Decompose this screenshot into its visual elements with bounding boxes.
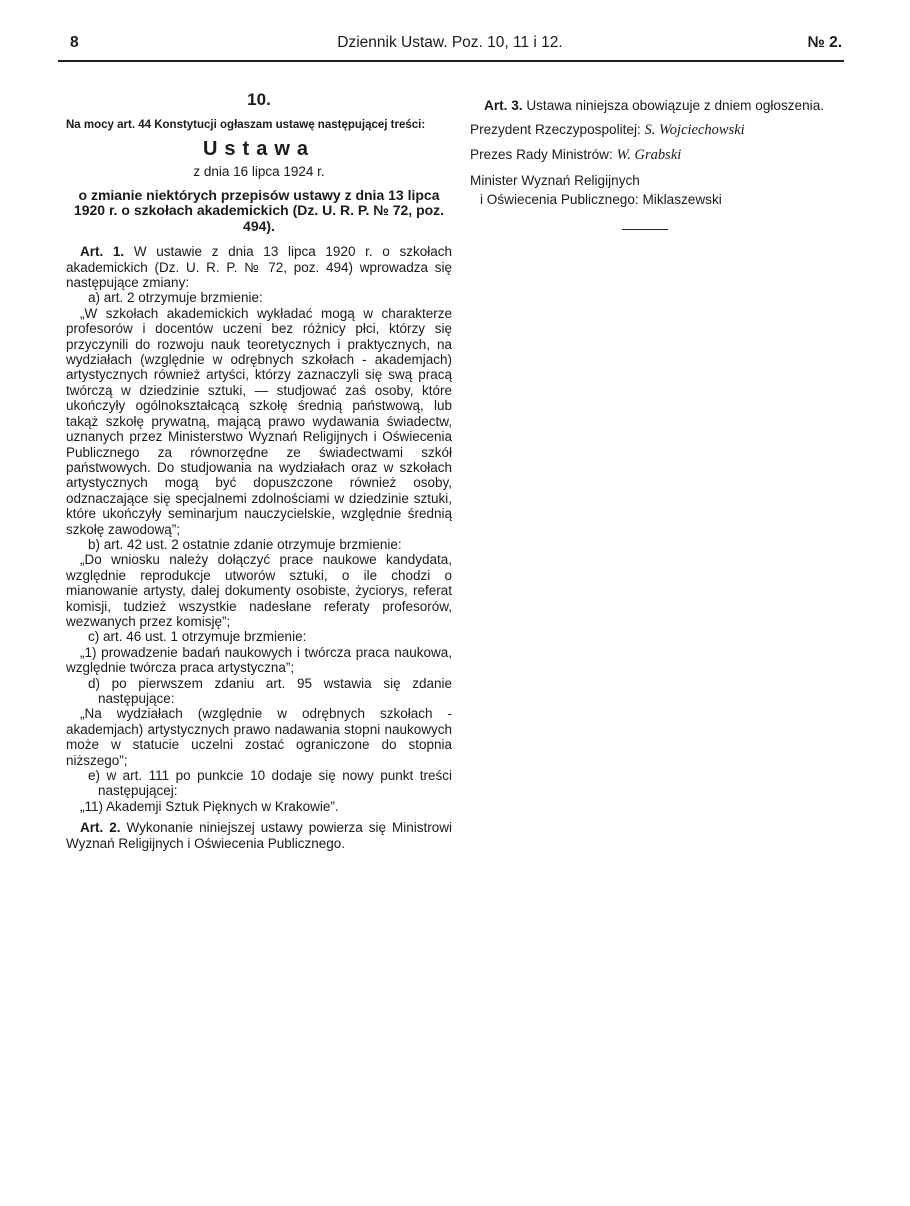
article-3-label: Art. 3. [484,98,523,113]
change-d-intro: d) po pierwszem zdaniu art. 95 wstawia się zdanie następujące: [88,675,452,706]
left-column [66,92,452,851]
running-header [58,34,842,58]
change-e-text: „11) Akademji Sztuk Pięknych w Krakowie”. [80,798,339,814]
issue-number: № 2. [807,34,842,51]
signature-minister [470,190,854,209]
right-column [470,96,854,230]
prime-minister-name: W. Grabski [616,147,682,164]
article-1-text: W ustawie z dnia 13 lipca 1920 r. o szkołach akademickich (Dz. U. R. P. № 72, poz. 494) wprowadza się następujące zmiany: [66,244,452,291]
article-3-text: Ustawa niniejsza obowiązuje z dniem ogłoszenia. [526,98,825,113]
change-b-intro: b) art. 42 ust. 2 ostatnie zdanie otrzymuje brzmienie: [88,536,402,552]
president-role: Prezydent Rzeczypospolitej: [470,122,641,138]
minister-role-line-2: i Oświecenia Publicznego: [480,191,639,207]
article-2 [66,820,452,851]
change-a-text: „W szkołach akademickich wykładać mogą w charakterze profesorów i docentów uczeni bez różnicy płci, którzy się przyczynili do rozwoju nauk teoretycznych i praktycznych, na wydziałach (względnie w odrębnych szkołach - akademjach) artystycznych również artyści, którzy zaznaczyli się swą pracą twórczą w dziedzinie sztuki, — studjować zaś osoby, które ukończyły ogólnokształcącą szkołę średnią państwową, lub takąż szkołę prywatną, mającą prawo wydawania świadectw, uznanych przez Ministerstwo Wyznań Religijnych i Oświecenia Publicznego za równorzędne ze świadectwami szkół państwowych. Do studjowania na wydziałach oraz w szkołach artystycznych mogą być dopuszczone również osoby, odznaczające się specjalnemi zdolnościami w dziedzinie sztuki, które ukończyły seminarjum nauczycielskie, względnie średnią szkołę zawodową”; [66,305,452,537]
change-d-text: „Na wydziałach (względnie w odrębnych szkołach - akademjach) artystycznych prawo nadawania stopni naukowych może w statucie uczelni zostać ograniczone do stopnia niższego”; [66,706,452,768]
minister-role-line-1: Minister Wyznań Religijnych [470,172,640,188]
signature-president [470,120,854,140]
president-name: S. Wojciechowski [644,122,745,139]
act-subject: o zmianie niektórych przepisów ustawy z dnia 13 lipca 1920 r. o szkołach akademickich (Dz. U. R. P. № 72, poz. 494). [73,186,445,234]
signature-prime-minister [470,145,854,165]
promulgation-intro: Na mocy art. 44 Konstytucji ogłaszam ustawę następującej treści: [66,119,426,132]
prime-minister-role: Prezes Rady Ministrów: [470,147,613,163]
minister-name: Miklaszewski [642,191,722,207]
closing-rule [622,229,668,230]
change-c-text: „1) prowadzenie badań naukowych i twórcza praca naukowa, względnie twórcza praca artystyczna”; [66,644,452,676]
change-b-text: „Do wniosku należy dołączyć prace naukowe kandydata, względnie reprodukcje utworów sztuki, o ile chodzi o mianowanie artysty, dalej dokumenty osobiste, życiorys, referat komisji, tudzież wszystkie nadesłane referaty profesorów, wezwanych przez komisję”; [66,552,452,629]
change-c-intro: c) art. 46 ust. 1 otrzymuje brzmienie: [88,629,307,645]
article-2-text: Wykonanie niniejszej ustawy powierza się Ministrowi Wyznań Religijnych i Oświecenia Publicznego. [66,820,452,851]
article-2-label: Art. 2. [80,820,121,836]
page-number: 8 [70,34,79,51]
position-number: 10. [247,90,271,109]
article-1-label: Art. 1. [80,244,125,260]
header-rule [58,60,844,62]
act-date: z dnia 16 lipca 1924 r. [193,164,325,180]
article-1 [66,244,452,290]
change-e-intro: e) w art. 111 po punkcie 10 dodaje się nowy punkt treści następującej: [88,768,452,799]
article-3 [470,96,854,115]
journal-title: Dziennik Ustaw. Poz. 10, 11 i 12. [337,34,563,51]
act-title: Ustawa [202,137,316,160]
change-a-intro: a) art. 2 otrzymuje brzmienie: [88,290,263,306]
